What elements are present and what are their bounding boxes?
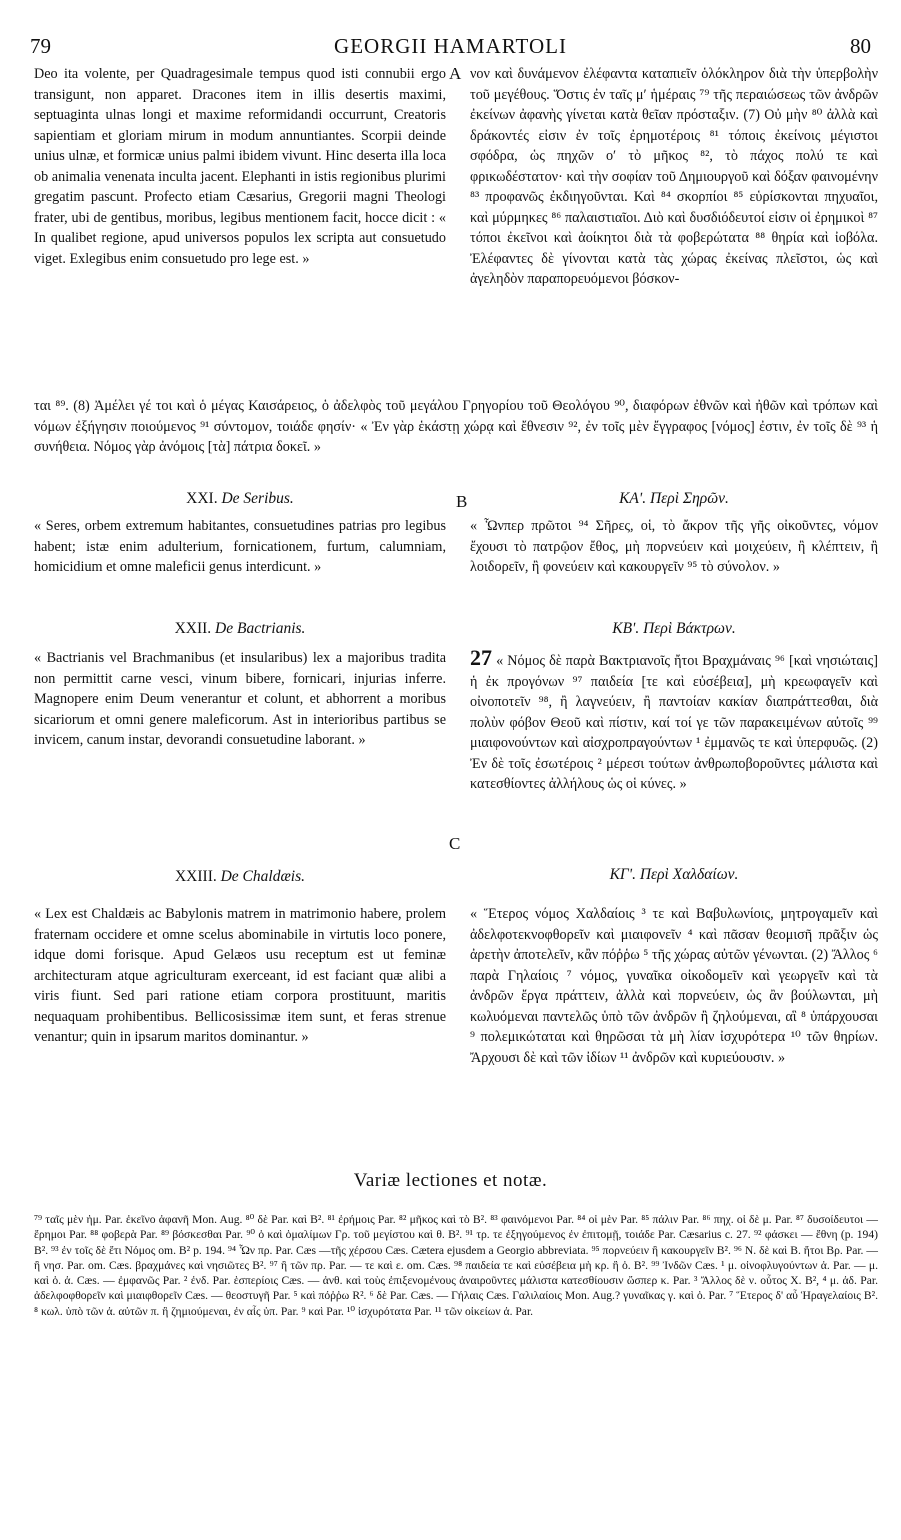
section-title-greek-22 [470, 620, 878, 638]
section-name-greek: ΚΒʹ. Περὶ Βάκτρων. [612, 620, 736, 637]
section-name-greek: ΚΓʹ. Περὶ Χαλδαίων. [609, 866, 739, 883]
section-title-latin-21 [34, 490, 446, 508]
margin-letter-b: B [456, 492, 468, 511]
running-title: GEORGII HAMARTOLI [334, 34, 567, 58]
section-name: De Bactrianis. [215, 620, 306, 637]
section-title-greek-21 [470, 490, 878, 508]
greek-column-sec23 [470, 904, 878, 1068]
margin-letter-a: A [449, 64, 462, 83]
critical-apparatus [34, 1212, 878, 1319]
section-title-greek-23 [470, 866, 878, 884]
latin-paragraph: « Bactrianis vel Brachmanibus (et insularibus) lex a majoribus tradita non permittit carne vesci, vinum bibere, fornicari, injurias inferre. Magnopere enim Deum venerantur et colunt, et abhorrent a moribus sicariorum et omni genere maleficorum. Ast in interioribus partibus se invicem, canum instar, devorandi consuetudine laborant. » [34, 650, 446, 748]
greek-paragraph-fullwidth: ται ⁸⁹. (8) Ἀμέλει γέ τοι καὶ ὁ μέγας Καισάρειος, ὁ ἀδελφὸς τοῦ μεγάλου Γρηγορίου τοῦ Θεολόγου ⁹⁰, διαφόρων ἐθνῶν καὶ ἠθῶν καὶ τρόπων καὶ νόμων ἐξήγησιν ποιούμενος ⁹¹ σύντομον, τοιάδε φησίν· « Ἐν γὰρ ἑκάστῃ χώρᾳ καὶ ἔθνεσιν ⁹², ἐν τοῖς μὲν ἔγγραφος [νόμος] ἐστιν, ἐν τοῖς δὲ ⁹³ ἡ συνήθεια. Νόμος γὰρ ἀνόμοις [τὰ] πάτρια δοκεῖ. » [34, 398, 878, 455]
section-name: De Seribus. [221, 490, 294, 507]
latin-column-block1 [34, 64, 446, 269]
notes-text: ⁷⁹ ταῖς μὲν ἡμ. Par. ἐκεῖνο ἀφανῆ Mon. Aug. ⁸⁰ δὲ Par. καὶ B². ⁸¹ ἐρήμοις Par. ⁸² μῆκος καὶ τὸ B². ⁸³ φαινόμενοι Par. ⁸⁴ οἱ μὲν Par. ⁸⁵ πάλιν Par. ⁸⁶ πηχ. οἱ δὲ μ. Par. ⁸⁷ δυσοίδευτοι — ἔρημοι Par. ⁸⁸ φοβερὰ Par. ⁸⁹ βόσκεσθαι Par. ⁹⁰ ὁ καὶ ὁμαλίμων Γρ. τοῦ μεγίστου καὶ θ. B². ⁹¹ τρ. τε ἐξηγούμενος ἐν ἐπιτομῇ, τοιάδε Par. Cæsarius c. 27. ⁹² φάσκει — ἔθνη (p. 194) B². ⁹³ ἐν τοῖς δὲ ἔτι Νόμος om. B² p. 194. ⁹⁴ Ὧν πρ. Par. Cæs —τῆς χέρσου Cæs. Cætera ejusdem a Georgio abbreviata. ⁹⁵ πορνεύειν ἢ κακουργεῖν B². ⁹⁶ N. δὲ καὶ B. ἤτοι Βρ. Par. — ἢ νησ. Par. om. Cæs. βραχμάνες καὶ νησιῶτες B². ⁹⁷ ἢ τῶν πρ. Par. — τε καὶ ε. om. Cæs. ⁹⁸ παιδεία τε καὶ εὐσέβεια μὴ κρ. ἢ ὁ. B². ⁹⁹ Ἰνδῶν Cæs. ¹ μ. οἰνοφλυγούντων ἀ. Par. — μ. καὶ ὁ. ἀ. Cæs. — ἐμφανῶς Par. ² ἐνδ. Par. ἑσπερίοις Cæs. — ἀνθ. καὶ τοὺς ἐπιξενομένους ἀναιροῦντες μάλιστα κατεσθίουσιν ὥσπερ κ. Par. ³ Ἄλλος δὲ ν. οὗτος X. B², ⁴ μ. ἀδ. Par. ἀδελφοφθορεῖν καὶ μιαιφθορεῖν Cæs. — θεοστυγῆ Par. ⁵ καὶ πόῤῥω R². ⁶ δὲ Par. Cæs. — Γήλαις Cæs. Γαλιλαίοις Mon. Aug.? γυναῖκας γ. καὶ ὁ. Par. ⁷ Ἕτερος δ' αὖ Ἡραγελαίοις B². ⁸ κωλ. ὑπὸ τῶν ἀ. αὐτῶν π. ἢ ζημιούμεναι, ἐν αἷς ὑπ. Par. ⁹ καὶ Par. ¹⁰ ἰσχυρότατα Par. ¹¹ τῶν οἰκείων ἀ. Par. [34, 1213, 878, 1318]
section-name: De Chaldæis. [220, 868, 306, 885]
section-number: XXI. [186, 490, 218, 507]
greek-section-number: 27 [470, 645, 492, 670]
section-title-latin-22 [34, 620, 446, 638]
latin-paragraph: Deo ita volente, per Quadragesimale tempus quod isti connubii ergo transigunt, non apparet. Dracones item in illis desertis maximi, septuaginta ulnas longi et maxime reformidandi occurrunt, Creatoris sapientiam et gloriam mirum in modum annuntiantes. Scorpii deinde unius ulnæ, et formicæ unius palmi ibidem vivunt. Hinc deserta illa loca ob animalia venenata inculta jacent. Elephanti in istis regionibus plurimi gregatim pascunt. Profecto etiam Cæsarius, Gregorii magni Theologi frater, ubi de gentibus, moribus, legibus mentionem facit, hocce dicit : « In qualibet regione, apud universos populos lex scripta aut consuetudo viget. Exlegibus enim consuetudo pro lege est. » [34, 66, 446, 267]
greek-text: « Νόμος δὲ παρὰ Βακτριανοῖς ἤτοι Βραχμάναις ⁹⁶ [καὶ νησιώταις] ἡ ἐκ προγόνων ⁹⁷ παιδεία [τε καὶ εὐσέβεια], μὴ κρεωφαγεῖν καὶ οἰνοποτεῖν ⁹⁸, ἢ λαγνεύειν, ἢ παντοίαν κακίαν διαπράττεσθαι, διὰ πολὺν φόβον Θεοῦ καὶ πίστιν, καί τοί γε τῶν παρακειμένων αὐτοῖς ⁹⁹ μιαιφονούντων καὶ αἰσχροπραγούντων ¹ ἐμμανῶς τε καὶ ὑπερφυῶς. (2) Ἐν δὲ τοῖς ἐσωτέροις ² μέρεσι τούτων ἀνθρωποβοροῦντες μάλιστα καὶ κατεσθίοντες ἀλλήλους ὡς οἱ κύνες. » [470, 653, 878, 792]
section-title-latin-23 [34, 868, 446, 886]
latin-paragraph: « Lex est Chaldæis ac Babylonis matrem in matrimonio habere, prolem fraternam occidere et omne scelus abominabile in virtutis loco ponere, idque domi forisque. Apud Gelæos usu receptum est ut feminæ architecturam atque agriculturam exerceant, id est faciant quæ alibi a viris fiunt. Sed pari ratione etiam corpora prostituunt, maritis nequaquam prohibentibus. Bellicosissimæ item sunt, et feras strenue venantur; quin in ipsarum maritos dominantur. » [34, 906, 446, 1045]
latin-column-sec21 [34, 516, 446, 578]
latin-paragraph: « Seres, orbem extremum habitantes, consuetudines patrias pro legibus habent; istæ enim adulterium, fornicationem, furtum, calumniam, homicidium et omne maleficii genus interdicunt. » [34, 518, 446, 575]
greek-paragraph: « Ὧνπερ πρῶτοι ⁹⁴ Σῆρες, οἱ, τὸ ἄκρον τῆς γῆς οἰκοῦντες, νόμον ἔχουσι τὸ πατρῷον ἔθος, μὴ πορνεύειν καὶ μοιχεύειν, ἢ κλέπτειν, ἢ λοιδορεῖν, ἢ φονεύειν καὶ κακουργεῖν ⁹⁵ τὸ σύνολον. » [470, 518, 878, 575]
page-number-right: 80 [850, 34, 871, 58]
running-header [30, 34, 871, 60]
greek-paragraph [470, 645, 878, 795]
page-number-left: 79 [30, 34, 51, 58]
section-name-greek: ΚΑʹ. Περὶ Σηρῶν. [619, 490, 729, 507]
greek-paragraph: « Ἕτερος νόμος Χαλδαίοις ³ τε καὶ Βαβυλωνίοις, μητρογαμεῖν καὶ ἀδελφοτεκνοφθορεῖν καὶ μιαιφονεῖν ⁴ καὶ πᾶσαν θεομισῆ πρᾶξιν ὡς ἀρετὴν ἀποτελεῖν, κἂν πόῤῥω ⁵ τῆς χώρας αὐτῶν γένωνται. (2) Ἄλλος ⁶ παρὰ Γηλαίοις ⁷ νόμος, γυναῖκα οἰκοδομεῖν καὶ γεωργεῖν καὶ τὰ ἀνδρῶν ἔργα πράττειν, ἀλλὰ καὶ πορνεύειν, ὡς ἂν βούλωνται, μὴ κωλυόμεναι παντελῶς ὑπὸ τῶν ἀνδρῶν ἢ ζηλούμεναι, αἳ ⁸ ὑπάρχουσαι ⁹ πολεμικώταται καὶ θηρῶσαι τὰ μὴ λίαν ἰσχυρότερα ¹⁰ τῶν θηρίων. Ἄρχουσι δὲ καὶ τῶν ἰδίων ¹¹ ἀνδρῶν καὶ κυριεύουσιν. » [470, 906, 878, 1066]
latin-column-sec23 [34, 904, 446, 1048]
greek-column-block1 [470, 64, 878, 290]
greek-column-sec22 [470, 645, 878, 795]
notes-title: Variæ lectiones et notæ. [353, 1170, 548, 1191]
section-number: XXIII. [174, 868, 217, 885]
greek-paragraph: νον καὶ δυνάμενον ἐλέφαντα καταπιεῖν ὁλόκληρον διὰ τὴν ὑπερβολὴν τοῦ μεγέθους. Ὅστις ἐν ταῖς μʹ ἡμέραις ⁷⁹ τῆς περαιώσεως τῶν ἀνδρῶν ἐκείνων ἀφανὴς γίνεται κατὰ θεῖαν πρόσταξιν. (7) Οὐ μὴν ⁸⁰ ἀλλὰ καὶ δράκοντές εἰσιν ἐν τοῖς ἐρημοτέροις ⁸¹ τόποις ἐκείνοις μέγιστοι σφόδρα, ὡς πηχῶν οʹ τὸ μῆκος ⁸², τὸ πάχος πολύ τε καὶ φρικωδέστατον· καὶ τὴν σοφίαν τοῦ Δημιουργοῦ καὶ δόξαν φαινομένην ⁸³ προφανῶς ἐκδιηγοῦνται. Καὶ ⁸⁴ σκορπίοι ⁸⁵ εὑρίσκονται πηχυαῖοι, καὶ μύρμηκες ⁸⁶ παλαιστιαῖοι. Διὸ καὶ δυσδιόδευτοί εἰσιν οἱ ἐρημικοὶ ⁸⁷ τόποι ἐκεῖνοι καὶ ἀοίκητοι διὰ τὰ φοβερώτατα ⁸⁸ θηρία καὶ ἰοβόλα. Ἐλέφαντες δὲ γίνονται κατὰ τὰς χώρας ἐκείνας πλεῖστοι, ὡς καὶ ἀγεληδὸν παραπορευόμενοι βόσκον- [470, 66, 878, 287]
greek-fullwidth-block1 [34, 396, 878, 458]
section-number: XXII. [174, 620, 212, 637]
margin-letter-c: C [449, 834, 461, 853]
latin-column-sec22 [34, 648, 446, 751]
greek-column-sec21 [470, 516, 878, 578]
